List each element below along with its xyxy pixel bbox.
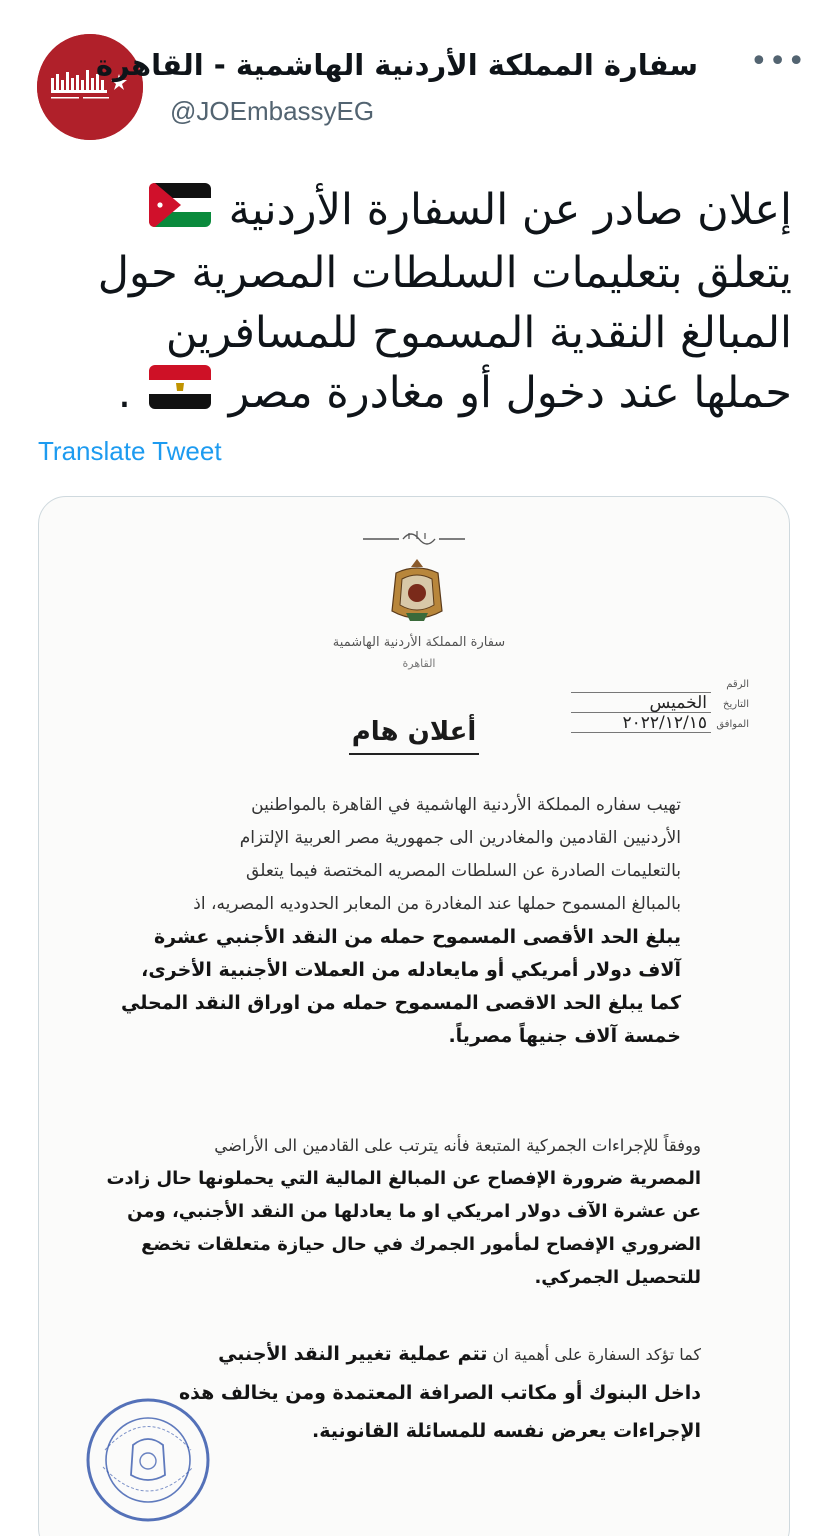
- display-name[interactable]: سفارة المملكة الأردنية الهاشمية - القاهرة: [95, 48, 698, 82]
- meta-rule: [571, 732, 711, 733]
- jordan-coat-of-arms-icon: [384, 555, 450, 627]
- paragraph-line: الإجراءات يعرض نفسه للمسائلة القانونية.: [311, 1420, 701, 1442]
- meta-value-corresponding: ٢٠٢٢/١٢/١٥: [622, 713, 707, 733]
- paragraph-line: [159, 1335, 701, 1374]
- paragraph-line: عن عشرة الآف دولار امريكي او ما يعادلها من النقد الأجنبي، ومن: [127, 1201, 701, 1222]
- paragraph-line: خمسة آلاف جنيهاً مصرياً.: [448, 1025, 681, 1047]
- document-page: [39, 497, 790, 1536]
- tweet-text-line: [40, 243, 792, 303]
- paragraph-2: [106, 1129, 701, 1294]
- paragraph-line: كما يبلغ الحد الاقصى المسموح حمله من اوراق النقد المحلي: [121, 992, 681, 1014]
- attached-image[interactable]: [38, 496, 790, 1536]
- tweet-text-line-3: المبالغ النقدية المسموح للمسافرين: [165, 307, 792, 358]
- meta-label-date: التاريخ: [723, 699, 749, 710]
- tweet-text-line-2: يتعلق بتعليمات السلطات المصرية حول: [97, 247, 792, 298]
- paragraph-line: بالتعليمات الصادرة عن السلطات المصريه المختصة فيما يتعلق: [246, 861, 681, 881]
- document-title: أعلان هام: [351, 717, 477, 747]
- paragraph-line: المصرية ضرورة الإفصاح عن المبالغ المالية التي يحملونها حال زادت: [106, 1168, 701, 1189]
- meta-label-number: الرقم: [726, 679, 749, 690]
- paragraph-1: [121, 789, 681, 1053]
- tweet-text-end-punct: .: [117, 367, 132, 418]
- paragraph-line: ووفقاً للإجراءات الجمركية المتبعة فأنه يترتب على القادمين الى الأراضي: [214, 1136, 701, 1155]
- tweet-text-line: [40, 180, 792, 243]
- paragraph-line: يبلغ الحد الأقصى المسموح حمله من النقد الأجنبي عشرة: [153, 926, 681, 948]
- user-handle[interactable]: @JOEmbassyEG: [170, 96, 375, 126]
- paragraph-line: الضروري الإفصاح لمأمور الجمرك في حال حيازة متعلقات تخضع: [141, 1234, 701, 1255]
- tweet-text-line-4: حملها عند دخول أو مغادرة مصر: [228, 367, 792, 418]
- egypt-flag-icon: [149, 365, 211, 425]
- embassy-city: القاهرة: [402, 657, 436, 670]
- paragraph-line-regular: كما تؤكد السفارة على أهمية ان: [487, 1345, 701, 1364]
- jordan-flag-icon: [149, 183, 211, 243]
- paragraph-line: داخل البنوك أو مكاتب الصرافة المعتمدة ومن يخالف هذه: [178, 1382, 701, 1404]
- embassy-seal-stamp-icon: [83, 1395, 213, 1525]
- paragraph-line: تهيب سفاره المملكة الأردنية الهاشمية في القاهرة بالمواطنين: [251, 795, 681, 815]
- document-meta: [569, 677, 749, 737]
- tweet-text-line: [40, 303, 792, 363]
- tweet-text: [40, 180, 792, 425]
- title-underline: [349, 753, 479, 755]
- paragraph-3: [159, 1335, 701, 1450]
- meta-row-corresponding: [569, 713, 749, 737]
- paragraph-line-bold: تتم عملية تغيير النقد الأجنبي: [218, 1343, 488, 1365]
- basmala-calligraphy-icon: [359, 527, 469, 545]
- meta-label-corresponding: الموافق: [716, 719, 749, 730]
- tweet-text-line-1: إعلان صادر عن السفارة الأردنية: [228, 185, 792, 235]
- paragraph-line: الأردنيين القادمين والمغادرين الى جمهورية مصر العربية الإلتزام: [239, 828, 681, 848]
- translate-tweet-link[interactable]: Translate Tweet: [38, 436, 222, 466]
- tweet-text-line: [40, 363, 792, 426]
- paragraph-line: آلاف دولار أمريكي أو مايعادله من العملات الأجنبية الأخرى،: [141, 959, 681, 981]
- paragraph-line: للتحصيل الجمركي.: [534, 1267, 701, 1288]
- meta-value-date: الخميس: [649, 693, 707, 713]
- paragraph-line: بالمبالغ المسموح حملها عند المغادرة من المعابر الحدوديه المصريه، اذ: [193, 894, 681, 914]
- tweet-header: [0, 30, 829, 150]
- embassy-letterhead: سفارة المملكة الأردنية الهاشمية: [332, 635, 506, 650]
- more-options-button[interactable]: •••: [750, 44, 807, 79]
